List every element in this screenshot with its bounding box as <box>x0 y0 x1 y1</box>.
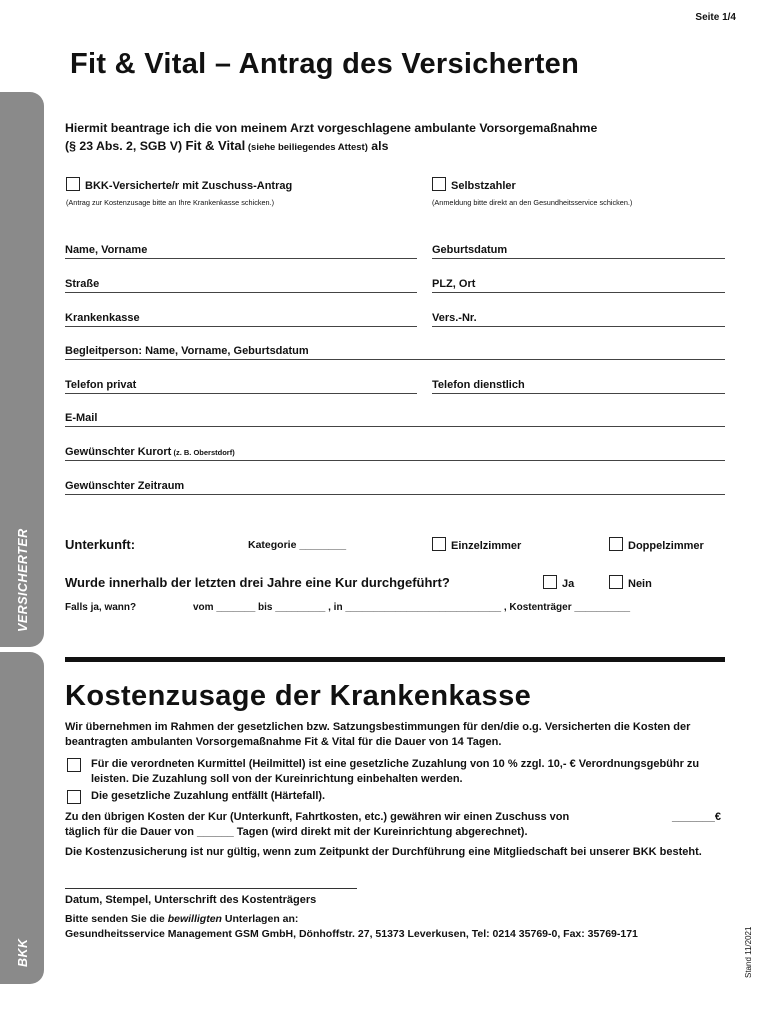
email-field[interactable]: E-Mail <box>65 412 725 427</box>
cost-approval-paragraph: Wir übernehmen im Rahmen der gesetzlichen bzw. Satzungsbestimmungen für den/die o.g. Versicherten die Kosten der beantragten ambulanten Vorsorgemaßnahme Fit & Vital für die Dauer von 14 Tagen. <box>65 721 691 748</box>
birthdate-field[interactable]: Geburtsdatum <box>432 244 725 259</box>
intro-text: Hiermit beantrage ich die von meinem Arzt vorgeschlagene ambulante Vorsorgemaßnahme (§ 23 Abs. 2, SGB V) Fit & Vital (siehe beiliegendes Attest) als <box>65 121 598 153</box>
membership-note: Die Kostenzusicherung ist nur gültig, wenn zum Zeitpunkt der Durchführung eine Mitgliedschaft bei unserer BKK besteht. <box>65 846 702 858</box>
resort-field[interactable]: Gewünschter Kurort (z. B. Oberstdorf) <box>65 446 725 461</box>
section-title-cost-approval: Kostenzusage der Krankenkasse <box>65 680 532 712</box>
phone-work-field[interactable]: Telefon dienstlich <box>432 379 725 394</box>
side-tab-label: BKK <box>16 938 30 967</box>
side-tab-bkk <box>0 652 44 984</box>
companion-field[interactable]: Begleitperson: Name, Vorname, Geburtsdatum <box>65 345 725 360</box>
prior-cure-details-field[interactable]: vom _______ bis _________ , in ____________________________ , Kostenträger __________ <box>193 602 631 613</box>
option-self-payer[interactable]: Selbstzahler <box>432 177 516 192</box>
option-bkk-note: (Antrag zur Kostenzusage bitte an Ihre Krankenkasse schicken.) <box>66 198 275 207</box>
side-tab-versicherter <box>0 92 44 647</box>
page-number: Seite 1/4 <box>695 12 736 23</box>
page-title: Fit & Vital – Antrag des Versicherten <box>70 48 580 80</box>
section-divider <box>65 657 725 662</box>
checkbox[interactable] <box>432 537 446 551</box>
version-stamp: Stand 11/2021 <box>744 926 753 978</box>
prior-cure-question: Wurde innerhalb der letzten drei Jahre eine Kur durchgeführt? <box>65 575 450 590</box>
zip-city-field[interactable]: PLZ, Ort <box>432 278 725 293</box>
checkbox[interactable] <box>67 790 81 804</box>
prior-cure-when-label: Falls ja, wann? <box>65 602 137 613</box>
address-line: Gesundheitsservice Management GSM GmbH, Dönhoffstr. 27, 51373 Leverkusen, Tel: 0214 35769-0, Fax: 35769-171 <box>65 928 638 940</box>
checkbox[interactable] <box>67 758 81 772</box>
option-no[interactable]: Nein <box>609 575 652 590</box>
accommodation-label: Unterkunft: <box>65 537 136 552</box>
subsidy-amount-field[interactable]: _______€ <box>672 811 721 823</box>
phone-private-field[interactable]: Telefon privat <box>65 379 417 394</box>
option-yes[interactable]: Ja <box>543 575 574 590</box>
subsidy-line-1: Zu den übrigen Kosten der Kur (Unterkunft, Fahrtkosten, etc.) gewähren wir einen Zuschuss von <box>65 811 570 823</box>
period-field[interactable]: Gewünschter Zeitraum <box>65 480 725 495</box>
side-tab-label: VERSICHERTER <box>16 528 30 632</box>
option-self-note: (Anmeldung bitte direkt an den Gesundheitsservice schicken.) <box>432 198 633 207</box>
option-copayment[interactable]: Für die verordneten Kurmittel (Heilmittel) ist eine gesetzliche Zuzahlung von 10 % zzgl. 10,- € Verordnungsgebühr zu leisten. Die Zuzahlung soll von der Kureinrichtung einbehalten werden. <box>65 757 731 787</box>
checkbox[interactable] <box>543 575 557 589</box>
option-single-room[interactable]: Einzelzimmer <box>432 537 521 552</box>
category-field[interactable]: Kategorie ________ <box>248 539 347 551</box>
street-field[interactable]: Straße <box>65 278 417 293</box>
subsidy-line-2: täglich für die Dauer von ______ Tagen (wird direkt mit der Kureinrichtung abgerechnet). <box>65 826 528 838</box>
name-field[interactable]: Name, Vorname <box>65 244 417 259</box>
checkbox[interactable] <box>66 177 80 191</box>
checkbox[interactable] <box>609 537 623 551</box>
send-instruction: Bitte senden Sie die bewilligten Unterlagen an: <box>65 913 299 925</box>
option-hardship[interactable]: Die gesetzliche Zuzahlung entfällt (Härtefall). <box>65 789 731 804</box>
checkbox[interactable] <box>609 575 623 589</box>
insurer-field[interactable]: Krankenkasse <box>65 312 417 327</box>
checkbox[interactable] <box>432 177 446 191</box>
option-bkk-insured[interactable]: BKK-Versicherte/r mit Zuschuss-Antrag <box>66 177 292 192</box>
signature-label: Datum, Stempel, Unterschrift des Kostenträgers <box>65 894 317 906</box>
option-double-room[interactable]: Doppelzimmer <box>609 537 704 552</box>
signature-line[interactable] <box>65 888 357 889</box>
insurance-number-field[interactable]: Vers.-Nr. <box>432 312 725 327</box>
